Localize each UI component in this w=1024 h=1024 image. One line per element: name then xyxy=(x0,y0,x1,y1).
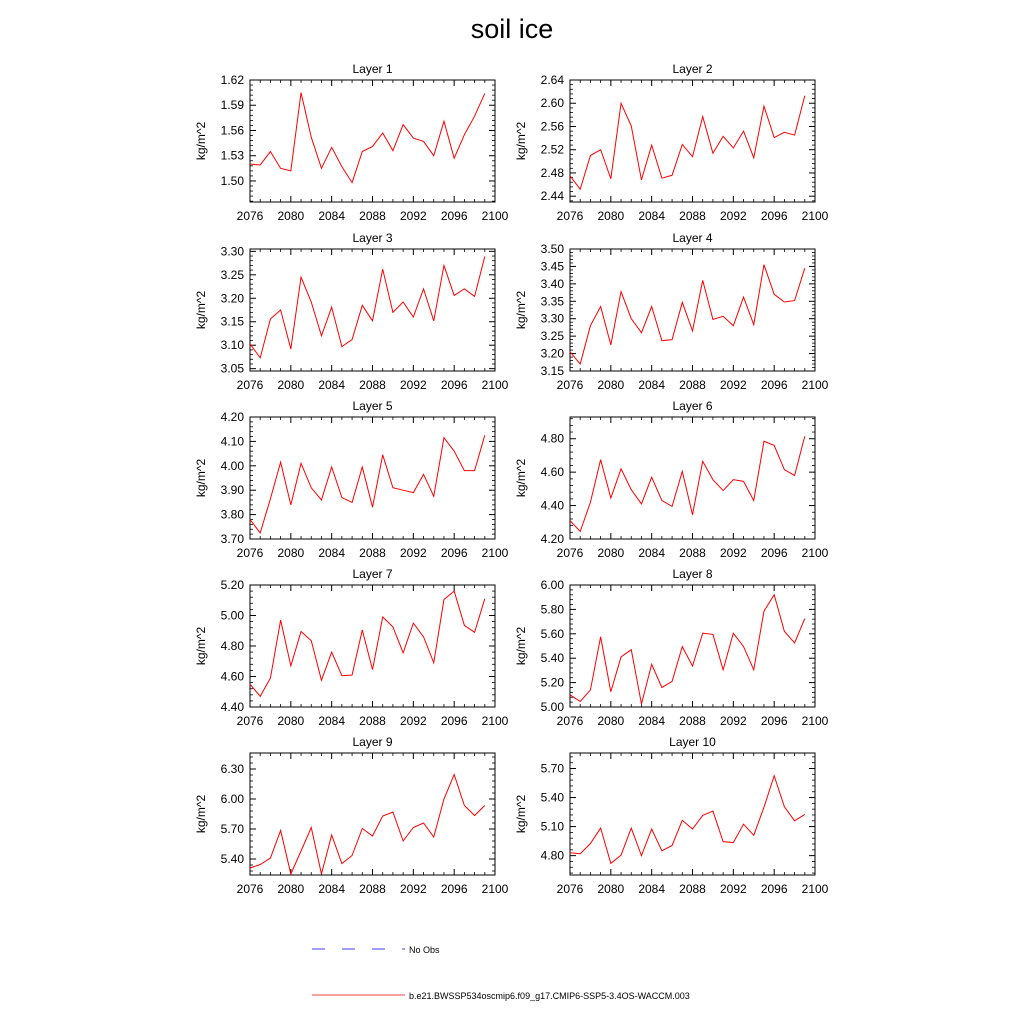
x-tick-label: 2096 xyxy=(760,378,788,392)
series-line-1 xyxy=(250,775,485,875)
x-tick-label: 2092 xyxy=(399,714,427,728)
x-tick-label: 2080 xyxy=(277,546,305,560)
x-tick-label: 2096 xyxy=(760,209,788,223)
y-tick-label: 5.00 xyxy=(220,608,244,623)
legend-label: b.e21.BWSSP534oscmip6.f09_g17.CMIP6-SSP5-3.4OS-WACCM.003 xyxy=(409,991,690,1001)
y-tick-label: 3.20 xyxy=(540,346,564,361)
x-tick-label: 2096 xyxy=(760,546,788,560)
y-tick-label: 4.10 xyxy=(220,434,244,449)
y-tick-label: 2.48 xyxy=(540,165,564,180)
y-axis-label: kg/m^2 xyxy=(514,290,528,330)
series-line-1 xyxy=(250,93,485,183)
x-tick-label: 2088 xyxy=(359,882,386,896)
x-tick-label: 2092 xyxy=(399,378,427,392)
x-tick-label: 2088 xyxy=(359,378,386,392)
chart-panel-9 xyxy=(194,735,509,896)
plot-frame xyxy=(250,80,495,202)
y-tick-label: 4.60 xyxy=(220,669,244,684)
y-axis-label: kg/m^2 xyxy=(194,794,208,834)
x-tick-label: 2100 xyxy=(801,209,829,223)
chart-title: Layer 5 xyxy=(352,399,393,413)
series-line-1 xyxy=(250,591,485,696)
y-tick-label: 6.00 xyxy=(540,578,564,592)
plot-frame xyxy=(570,249,815,371)
x-tick-label: 2100 xyxy=(801,546,829,560)
y-axis-label: kg/m^2 xyxy=(194,626,208,666)
y-tick-label: 2.60 xyxy=(540,96,564,111)
chart-panel-2 xyxy=(514,62,829,223)
x-tick-label: 2076 xyxy=(556,882,584,896)
x-tick-label: 2076 xyxy=(236,714,264,728)
chart-title: Layer 7 xyxy=(352,567,393,581)
plot-frame xyxy=(250,417,495,539)
x-tick-label: 2088 xyxy=(679,546,706,560)
x-tick-label: 2084 xyxy=(318,714,346,728)
x-tick-label: 2080 xyxy=(597,714,625,728)
y-tick-label: 3.10 xyxy=(220,338,244,353)
y-tick-label: 4.20 xyxy=(220,410,244,424)
y-tick-label: 3.25 xyxy=(220,267,244,282)
x-tick-label: 2100 xyxy=(481,882,509,896)
x-tick-label: 2100 xyxy=(481,209,509,223)
x-tick-label: 2100 xyxy=(481,546,509,560)
y-tick-label: 3.90 xyxy=(220,483,244,498)
x-tick-label: 2080 xyxy=(277,378,305,392)
y-axis-label: kg/m^2 xyxy=(194,290,208,330)
y-tick-label: 1.56 xyxy=(220,123,244,138)
y-tick-label: 5.70 xyxy=(540,761,564,776)
y-tick-label: 5.80 xyxy=(540,602,564,617)
x-tick-label: 2084 xyxy=(638,378,666,392)
chart-panel-6 xyxy=(514,399,829,560)
chart-panel-10 xyxy=(514,735,829,896)
x-tick-label: 2092 xyxy=(719,209,747,223)
y-tick-label: 5.00 xyxy=(540,700,564,714)
y-tick-label: 3.45 xyxy=(540,259,564,274)
x-tick-label: 2100 xyxy=(801,378,829,392)
x-tick-label: 2076 xyxy=(556,378,584,392)
series-line-1 xyxy=(250,257,485,358)
y-axis-label: kg/m^2 xyxy=(194,458,208,498)
x-tick-label: 2084 xyxy=(318,546,346,560)
plot-frame xyxy=(570,417,815,539)
x-tick-label: 2100 xyxy=(801,882,829,896)
x-tick-label: 2092 xyxy=(399,882,427,896)
x-tick-label: 2096 xyxy=(760,882,788,896)
x-tick-label: 2088 xyxy=(359,714,386,728)
x-tick-label: 2080 xyxy=(597,882,625,896)
x-tick-label: 2092 xyxy=(719,546,747,560)
plot-frame xyxy=(570,585,815,707)
x-tick-label: 2088 xyxy=(679,209,706,223)
y-axis-label: kg/m^2 xyxy=(514,626,528,666)
y-tick-label: 4.60 xyxy=(540,465,564,480)
y-tick-label: 3.70 xyxy=(220,532,244,546)
y-tick-label: 1.59 xyxy=(220,98,244,113)
x-tick-label: 2076 xyxy=(556,209,584,223)
x-tick-label: 2092 xyxy=(399,546,427,560)
x-tick-label: 2100 xyxy=(481,714,509,728)
page-title: soil ice xyxy=(470,14,554,44)
chart-title: Layer 1 xyxy=(352,62,393,76)
y-tick-label: 5.70 xyxy=(220,822,244,836)
x-tick-label: 2084 xyxy=(318,209,346,223)
y-tick-label: 3.15 xyxy=(540,364,564,378)
x-tick-label: 2080 xyxy=(277,882,305,896)
x-tick-label: 2076 xyxy=(556,714,584,728)
chart-title: Layer 3 xyxy=(352,231,393,245)
x-tick-label: 2096 xyxy=(760,714,788,728)
y-tick-label: 3.05 xyxy=(220,361,244,376)
y-tick-label: 3.20 xyxy=(220,291,244,306)
y-tick-label: 5.20 xyxy=(220,578,244,592)
x-tick-label: 2080 xyxy=(277,714,305,728)
x-tick-label: 2076 xyxy=(556,546,584,560)
x-tick-label: 2080 xyxy=(597,209,625,223)
x-tick-label: 2088 xyxy=(359,209,386,223)
y-tick-label: 3.15 xyxy=(220,314,244,329)
y-axis-label: kg/m^2 xyxy=(514,458,528,498)
y-tick-label: 5.40 xyxy=(540,651,564,666)
y-tick-label: 2.64 xyxy=(540,73,564,87)
x-tick-label: 2076 xyxy=(236,546,264,560)
y-tick-label: 3.50 xyxy=(540,242,564,256)
series-line-1 xyxy=(570,595,805,704)
y-tick-label: 1.62 xyxy=(220,73,244,87)
x-tick-label: 2100 xyxy=(481,378,509,392)
x-tick-label: 2092 xyxy=(719,714,747,728)
legend-label: No Obs xyxy=(409,945,440,955)
x-tick-label: 2080 xyxy=(597,546,625,560)
chart-panel-3 xyxy=(194,231,509,392)
series-line-1 xyxy=(570,776,805,864)
chart-title: Layer 4 xyxy=(672,231,713,245)
x-tick-label: 2092 xyxy=(719,378,747,392)
y-tick-label: 4.80 xyxy=(540,431,564,446)
y-axis-label: kg/m^2 xyxy=(514,794,528,834)
x-tick-label: 2084 xyxy=(318,378,346,392)
x-tick-label: 2084 xyxy=(638,714,666,728)
chart-title: Layer 9 xyxy=(352,735,393,749)
x-tick-label: 2096 xyxy=(440,378,468,392)
x-tick-label: 2084 xyxy=(638,882,666,896)
legend xyxy=(312,945,690,1001)
y-tick-label: 1.50 xyxy=(220,173,244,188)
y-tick-label: 4.80 xyxy=(220,639,244,653)
y-tick-label: 2.52 xyxy=(540,142,564,157)
x-tick-label: 2088 xyxy=(359,546,386,560)
x-tick-label: 2088 xyxy=(679,714,706,728)
chart-title: Layer 10 xyxy=(669,735,716,749)
y-tick-label: 4.40 xyxy=(220,700,244,714)
plot-frame xyxy=(570,753,815,875)
plot-frame xyxy=(570,80,815,202)
x-tick-label: 2092 xyxy=(399,209,427,223)
y-tick-label: 2.56 xyxy=(540,119,564,134)
x-tick-label: 2076 xyxy=(236,882,264,896)
y-tick-label: 6.00 xyxy=(220,792,244,806)
x-tick-label: 2076 xyxy=(236,378,264,392)
x-tick-label: 2096 xyxy=(440,546,468,560)
x-tick-label: 2076 xyxy=(236,209,264,223)
y-tick-label: 5.10 xyxy=(540,819,564,834)
chart-panel-7 xyxy=(194,567,509,728)
y-tick-label: 5.60 xyxy=(540,626,564,641)
y-tick-label: 3.30 xyxy=(540,311,564,326)
x-tick-label: 2080 xyxy=(597,378,625,392)
series-line-1 xyxy=(250,435,485,533)
chart-panel-5 xyxy=(194,399,509,560)
y-tick-label: 5.40 xyxy=(220,852,244,866)
y-tick-label: 4.20 xyxy=(540,532,564,546)
x-tick-label: 2084 xyxy=(318,882,346,896)
chart-title: Layer 8 xyxy=(672,567,713,581)
x-tick-label: 2100 xyxy=(801,714,829,728)
series-line-1 xyxy=(570,96,805,190)
y-tick-label: 1.53 xyxy=(220,148,244,163)
x-tick-label: 2084 xyxy=(638,209,666,223)
y-tick-label: 3.30 xyxy=(220,244,244,259)
x-tick-label: 2096 xyxy=(440,209,468,223)
x-tick-label: 2096 xyxy=(440,714,468,728)
y-tick-label: 2.44 xyxy=(540,189,564,204)
y-tick-label: 4.80 xyxy=(540,848,564,863)
y-tick-label: 3.80 xyxy=(220,507,244,522)
y-tick-label: 5.40 xyxy=(540,790,564,805)
y-tick-label: 6.30 xyxy=(220,762,244,776)
x-tick-label: 2092 xyxy=(719,882,747,896)
x-tick-label: 2088 xyxy=(679,882,706,896)
chart-title: Layer 2 xyxy=(672,62,713,76)
y-tick-label: 5.20 xyxy=(540,675,564,690)
x-tick-label: 2088 xyxy=(679,378,706,392)
x-tick-label: 2096 xyxy=(440,882,468,896)
y-tick-label: 4.00 xyxy=(220,458,244,473)
series-line-1 xyxy=(570,436,805,531)
chart-panel-4 xyxy=(514,231,829,392)
chart-panel-8 xyxy=(514,567,829,728)
y-tick-label: 3.40 xyxy=(540,276,564,291)
series-line-1 xyxy=(570,265,805,364)
y-tick-label: 3.35 xyxy=(540,294,564,309)
y-axis-label: kg/m^2 xyxy=(514,121,528,161)
x-tick-label: 2080 xyxy=(277,209,305,223)
y-tick-label: 3.25 xyxy=(540,329,564,344)
plot-frame xyxy=(250,249,495,371)
x-tick-label: 2084 xyxy=(638,546,666,560)
y-tick-label: 4.40 xyxy=(540,498,564,513)
chart-title: Layer 6 xyxy=(672,399,713,413)
y-axis-label: kg/m^2 xyxy=(194,121,208,161)
chart-panel-1 xyxy=(194,62,509,223)
